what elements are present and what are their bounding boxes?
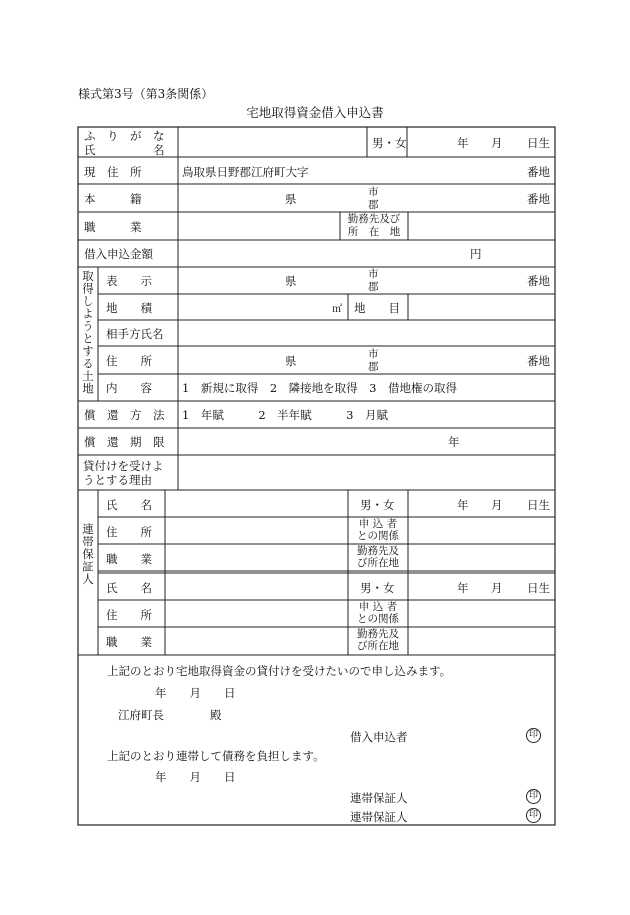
current-address-banchi: 番地 <box>527 165 550 179</box>
land-display-gun: 郡 <box>368 281 379 293</box>
guarantor1-birth: 日生 <box>527 498 550 512</box>
birth-year-label: 年 <box>457 136 469 150</box>
guarantor2-relation-1: 申 込 者 <box>358 601 398 613</box>
honseki-gun: 郡 <box>368 199 379 211</box>
repayment-period-label: 償 還 期 限 <box>84 435 165 449</box>
applicant-seal-icon: 印 <box>526 728 541 743</box>
counterparty-label: 相手方氏名 <box>106 327 164 341</box>
honseki-label: 本 籍 <box>84 192 142 206</box>
land-content-label: 内 容 <box>106 381 152 395</box>
land-display-banchi: 番地 <box>527 274 550 288</box>
guarantor2-address-label: 住 所 <box>106 608 152 622</box>
guarantor-group-label: 連帯保証人 <box>81 523 95 586</box>
birth-day-label: 日生 <box>527 136 550 150</box>
furigana-label: ふ り が な <box>84 129 165 143</box>
land-area-unit: ㎡ <box>332 304 342 315</box>
guarantor2-workplace-2: び所在地 <box>357 640 399 652</box>
applicant-sign-label: 借入申込者 <box>350 730 408 744</box>
land-address-banchi: 番地 <box>527 354 550 368</box>
current-address-value[interactable]: 鳥取県日野郡江府町大字 <box>182 165 309 179</box>
loan-amount-label: 借入申込金額 <box>84 247 153 261</box>
reason-label-2: うとする理由 <box>83 473 152 487</box>
guarantor1-address-label: 住 所 <box>106 525 152 539</box>
birth-month-label: 月 <box>491 136 503 150</box>
form-number: 様式第3号（第3条関係） <box>78 87 214 101</box>
declaration-addressee: 江府町長 殿 <box>118 708 222 722</box>
honseki-banchi: 番地 <box>527 192 550 206</box>
land-display-ken: 県 <box>285 274 297 288</box>
land-display-label: 表 示 <box>106 274 152 288</box>
name-label: 氏 名 <box>84 143 165 157</box>
land-category-label: 地 目 <box>354 301 400 315</box>
guarantor1-job-label: 職 業 <box>106 552 152 566</box>
repayment-method-label: 償 還 方 法 <box>84 408 165 422</box>
guarantor2-year: 年 <box>457 581 469 595</box>
guarantor1-seal-icon: 印 <box>526 789 541 804</box>
declaration-statement: 上記のとおり宅地取得資金の貸付けを受けたいので申し込みます。 <box>107 664 452 678</box>
guarantor2-month: 月 <box>491 581 503 595</box>
guarantor1-month: 月 <box>491 498 503 512</box>
guarantor2-sex-choice[interactable]: 男・女 <box>360 581 395 595</box>
land-display-shi: 市 <box>368 268 379 280</box>
land-address-ken: 県 <box>285 354 297 368</box>
guarantor2-workplace-1: 勤務先及 <box>357 628 399 640</box>
current-address-label: 現 住 所 <box>84 165 142 179</box>
guarantor1-relation-2: との関係 <box>357 530 399 542</box>
land-area-label: 地 積 <box>106 301 152 315</box>
form-title: 宅地取得資金借入申込書 <box>246 105 384 120</box>
guarantor1-sign-label: 連帯保証人 <box>350 791 408 805</box>
guarantee-date: 年 月 日 <box>155 770 236 784</box>
guarantor2-birth: 日生 <box>527 581 550 595</box>
workplace-label-1: 勤務先及び <box>347 213 401 225</box>
guarantor2-name-label: 氏 名 <box>106 581 152 595</box>
land-address-label: 住 所 <box>106 354 152 368</box>
guarantor1-name-label: 氏 名 <box>106 498 152 512</box>
guarantor1-workplace-1: 勤務先及 <box>357 545 399 557</box>
repayment-method-options[interactable]: 1 年賦 2 半年賦 3 月賦 <box>182 408 388 422</box>
guarantor2-job-label: 職 業 <box>106 635 152 649</box>
guarantor1-relation-1: 申 込 者 <box>358 518 398 530</box>
workplace-label-2: 所 在 地 <box>347 226 401 238</box>
repayment-period-unit: 年 <box>448 435 460 449</box>
declaration-date: 年 月 日 <box>155 686 236 700</box>
land-address-shi: 市 <box>368 348 379 360</box>
land-group-label: 取得しようとする土地 <box>81 270 95 395</box>
guarantor2-seal-icon: 印 <box>526 808 541 823</box>
sex-choice[interactable]: 男・女 <box>372 136 407 150</box>
land-address-gun: 郡 <box>368 361 379 373</box>
guarantor2-relation-2: との関係 <box>357 613 399 625</box>
guarantor2-sign-label: 連帯保証人 <box>350 810 408 824</box>
guarantor1-sex-choice[interactable]: 男・女 <box>360 498 395 512</box>
land-content-options[interactable]: 1 新規に取得 2 隣接地を取得 3 借地権の取得 <box>182 381 457 395</box>
honseki-ken: 県 <box>285 192 297 206</box>
guarantee-statement: 上記のとおり連帯して債務を負担します。 <box>107 749 325 763</box>
honseki-shi: 市 <box>368 186 379 198</box>
loan-amount-yen: 円 <box>470 247 482 261</box>
guarantor1-workplace-2: び所在地 <box>357 557 399 569</box>
reason-label-1: 貸付けを受けよ <box>83 459 164 473</box>
guarantor1-year: 年 <box>457 498 469 512</box>
job-label: 職 業 <box>84 220 142 234</box>
